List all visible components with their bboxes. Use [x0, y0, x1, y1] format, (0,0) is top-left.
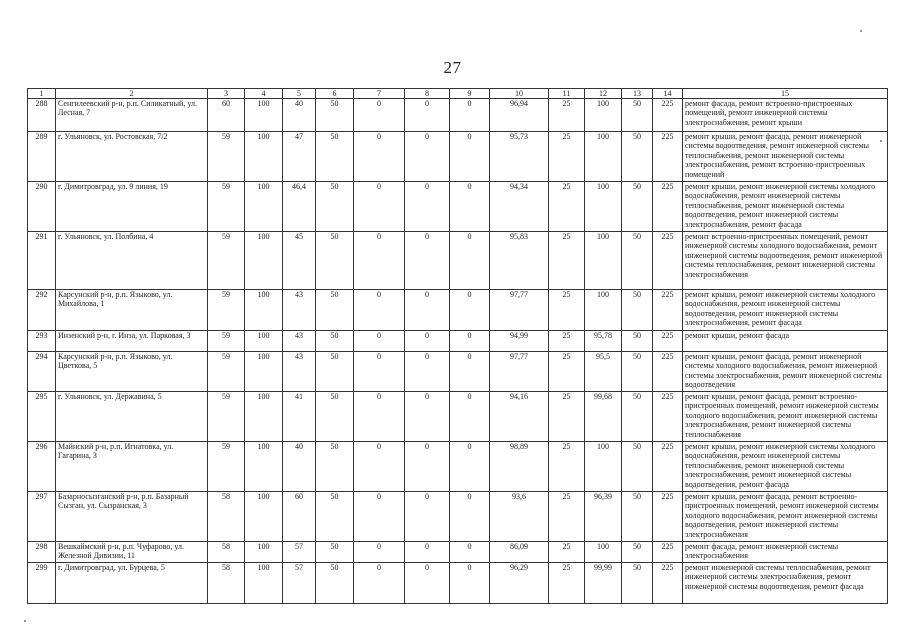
header-col-3: 3: [208, 89, 245, 99]
cell-col-11: 25: [549, 132, 585, 182]
cell-col-3: 59: [208, 290, 245, 331]
cell-col-12: 100: [585, 442, 622, 492]
scan-speck: [24, 620, 26, 622]
cell-col-11: 25: [549, 492, 585, 542]
cell-col-7: 0: [354, 392, 405, 442]
cell-col-8: 0: [405, 492, 450, 542]
row-number: 294: [28, 352, 56, 392]
cell-col-7: 0: [354, 442, 405, 492]
cell-col-6: 50: [316, 132, 354, 182]
cell-col-6: 50: [316, 331, 354, 352]
header-col-13: 13: [622, 89, 653, 99]
cell-col-7: 0: [354, 232, 405, 290]
cell-col-9: 0: [450, 99, 490, 132]
row-works: ремонт фасада, ремонт встроенно-пристроенных помещений, ремонт инженерной системы электроснабжения, ремонт крыши: [683, 99, 888, 132]
cell-col-14: 225: [653, 392, 683, 442]
row-works: ремонт крыши, ремонт инженерной системы холодного водоснабжения, ремонт инженерной системы теплоснабжения, ремонт инженерной системы электроснабжения, ремонт инженерной системы водоотведения, ремонт фасада: [683, 442, 888, 492]
cell-col-6: 50: [316, 392, 354, 442]
cell-col-9: 0: [450, 492, 490, 542]
cell-col-5: 40: [283, 99, 316, 132]
row-number: 295: [28, 392, 56, 442]
cell-col-5: 45: [283, 232, 316, 290]
cell-col-3: 58: [208, 492, 245, 542]
row-works: ремонт крыши, ремонт фасада, ремонт инженерной системы водоотведения, ремонт инженерной системы теплоснабжения, ремонт инженерной системы электроснабжения, ремонт встроенно-пристроенных помещений: [683, 132, 888, 182]
cell-col-7: 0: [354, 542, 405, 563]
table-row: [28, 352, 888, 392]
row-number: 297: [28, 492, 56, 542]
cell-col-13: 50: [622, 542, 653, 563]
header-col-10: 10: [490, 89, 549, 99]
cell-col-10: 98,89: [490, 442, 549, 492]
cell-col-13: 50: [622, 442, 653, 492]
cell-col-14: 225: [653, 442, 683, 492]
scan-speck: [860, 30, 862, 32]
cell-col-12: 100: [585, 290, 622, 331]
cell-col-7: 0: [354, 132, 405, 182]
row-address: г. Ульяновск, ул. Полбина, 4: [56, 232, 208, 290]
header-col-12: 12: [585, 89, 622, 99]
row-number: 288: [28, 99, 56, 132]
cell-col-11: 25: [549, 290, 585, 331]
row-number: 296: [28, 442, 56, 492]
cell-col-11: 25: [549, 442, 585, 492]
row-works: ремонт встроенно-пристроенных помещений, ремонт инженерной системы холодного водоснабжения, ремонт инженерной системы водоотведения, ремонт инженерной системы теплоснабжения, ремонт инженерной системы электроснабжения: [683, 232, 888, 290]
cell-col-13: 50: [622, 352, 653, 392]
cell-col-9: 0: [450, 232, 490, 290]
cell-col-4: 100: [245, 290, 283, 331]
cell-col-5: 57: [283, 542, 316, 563]
cell-col-10: 97,77: [490, 352, 549, 392]
cell-col-7: 0: [354, 331, 405, 352]
cell-col-12: 95,5: [585, 352, 622, 392]
cell-col-10: 96,94: [490, 99, 549, 132]
header-col-11: 11: [549, 89, 585, 99]
cell-col-12: 95,78: [585, 331, 622, 352]
cell-col-8: 0: [405, 331, 450, 352]
table-row: [28, 392, 888, 442]
cell-col-11: 25: [549, 331, 585, 352]
cell-col-12: 99,68: [585, 392, 622, 442]
cell-col-14: 225: [653, 132, 683, 182]
cell-col-9: 0: [450, 563, 490, 604]
cell-col-5: 43: [283, 352, 316, 392]
cell-col-8: 0: [405, 563, 450, 604]
cell-col-6: 50: [316, 290, 354, 331]
cell-col-3: 58: [208, 563, 245, 604]
table-row: [28, 232, 888, 290]
row-address: г. Ульяновск, ул. Державина, 5: [56, 392, 208, 442]
cell-col-4: 100: [245, 132, 283, 182]
header-col-8: 8: [405, 89, 450, 99]
cell-col-5: 47: [283, 132, 316, 182]
cell-col-3: 59: [208, 442, 245, 492]
cell-col-5: 57: [283, 563, 316, 604]
header-col-5: 5: [283, 89, 316, 99]
row-address: Инзенский р-н, г. Инза, ул. Парковая, 3: [56, 331, 208, 352]
cell-col-9: 0: [450, 542, 490, 563]
cell-col-8: 0: [405, 182, 450, 232]
cell-col-5: 43: [283, 331, 316, 352]
table-row: [28, 290, 888, 331]
cell-col-4: 100: [245, 392, 283, 442]
scan-speck: [880, 140, 882, 142]
cell-col-8: 0: [405, 542, 450, 563]
row-address: Вешкаймский р-н, р.п. Чуфарово, ул. Железной Дивизии, 11: [56, 542, 208, 563]
header-col-4: 4: [245, 89, 283, 99]
cell-col-4: 100: [245, 442, 283, 492]
cell-col-14: 225: [653, 182, 683, 232]
row-number: 289: [28, 132, 56, 182]
cell-col-12: 100: [585, 132, 622, 182]
row-number: 292: [28, 290, 56, 331]
cell-col-14: 225: [653, 563, 683, 604]
cell-col-10: 95,83: [490, 232, 549, 290]
cell-col-6: 50: [316, 442, 354, 492]
row-address: Майнский р-н, р.п. Игнатовка, ул. Гагарина, 3: [56, 442, 208, 492]
cell-col-11: 25: [549, 392, 585, 442]
cell-col-11: 25: [549, 182, 585, 232]
row-address: г. Ульяновск, ул. Ростовская, 7/2: [56, 132, 208, 182]
header-col-9: 9: [450, 89, 490, 99]
row-works: ремонт крыши, ремонт фасада, ремонт встроенно-пристроенных помещений, ремонт инженерной системы холодного водоснабжения, ремонт инженерной системы водоотведения, ремонт инженерной системы электроснабжения: [683, 492, 888, 542]
row-works: ремонт крыши, ремонт инженерной системы холодного водоснабжения, ремонт инженерной системы теплоснабжения, ремонт инженерной системы водоотведения, ремонт инженерной системы электроснабжения, ремонт фасада: [683, 182, 888, 232]
cell-col-3: 59: [208, 331, 245, 352]
row-number: 299: [28, 563, 56, 604]
cell-col-14: 225: [653, 352, 683, 392]
cell-col-10: 94,34: [490, 182, 549, 232]
cell-col-13: 50: [622, 392, 653, 442]
cell-col-13: 50: [622, 331, 653, 352]
row-address: Карсунский р-н, р.п. Языково, ул. Цветкова, 5: [56, 352, 208, 392]
row-works: ремонт инженерной системы теплоснабжения, ремонт инженерной системы электроснабжения, ремонт инженерной системы водоотведения, ремонт фасада: [683, 563, 888, 604]
cell-col-8: 0: [405, 99, 450, 132]
cell-col-4: 100: [245, 563, 283, 604]
cell-col-13: 50: [622, 132, 653, 182]
cell-col-5: 46,4: [283, 182, 316, 232]
cell-col-5: 40: [283, 442, 316, 492]
row-number: 293: [28, 331, 56, 352]
header-row: [28, 89, 888, 99]
cell-col-11: 25: [549, 542, 585, 563]
page-number: 27: [443, 58, 462, 77]
cell-col-14: 225: [653, 331, 683, 352]
cell-col-12: 100: [585, 232, 622, 290]
column-number-header: [28, 89, 888, 99]
cell-col-5: 60: [283, 492, 316, 542]
cell-col-8: 0: [405, 232, 450, 290]
cell-col-11: 25: [549, 99, 585, 132]
cell-col-7: 0: [354, 290, 405, 331]
table-row: [28, 442, 888, 492]
cell-col-10: 94,16: [490, 392, 549, 442]
row-number: 290: [28, 182, 56, 232]
cell-col-7: 0: [354, 352, 405, 392]
cell-col-3: 59: [208, 352, 245, 392]
cell-col-8: 0: [405, 392, 450, 442]
header-col-15: 15: [683, 89, 888, 99]
row-address: Карсунский р-н, р.п. Языково, ул. Михайлова, 1: [56, 290, 208, 331]
cell-col-7: 0: [354, 182, 405, 232]
row-number: 291: [28, 232, 56, 290]
cell-col-6: 50: [316, 352, 354, 392]
cell-col-8: 0: [405, 352, 450, 392]
cell-col-9: 0: [450, 442, 490, 492]
row-address: г. Димитровград, ул. Бурцева, 5: [56, 563, 208, 604]
cell-col-4: 100: [245, 352, 283, 392]
cell-col-4: 100: [245, 542, 283, 563]
row-address: Базарносызганский р-н, р.п. Базарный Сызган, ул. Сызранская, 3: [56, 492, 208, 542]
cell-col-14: 225: [653, 542, 683, 563]
row-works: ремонт фасада, ремонт инженерной системы электроснабжения: [683, 542, 888, 563]
cell-col-6: 50: [316, 563, 354, 604]
header-col-6: 6: [316, 89, 354, 99]
cell-col-14: 225: [653, 99, 683, 132]
cell-col-11: 25: [549, 352, 585, 392]
cell-col-10: 93,6: [490, 492, 549, 542]
cell-col-13: 50: [622, 290, 653, 331]
cell-col-10: 97,77: [490, 290, 549, 331]
cell-col-10: 86,09: [490, 542, 549, 563]
cell-col-6: 50: [316, 232, 354, 290]
cell-col-3: 58: [208, 542, 245, 563]
cell-col-8: 0: [405, 132, 450, 182]
header-col-7: 7: [354, 89, 405, 99]
cell-col-4: 100: [245, 99, 283, 132]
cell-col-5: 43: [283, 290, 316, 331]
cell-col-11: 25: [549, 563, 585, 604]
cell-col-10: 96,29: [490, 563, 549, 604]
cell-col-6: 50: [316, 99, 354, 132]
cell-col-12: 100: [585, 99, 622, 132]
header-col-14: 14: [653, 89, 683, 99]
cell-col-12: 96,39: [585, 492, 622, 542]
cell-col-9: 0: [450, 392, 490, 442]
row-works: ремонт крыши, ремонт фасада: [683, 331, 888, 352]
row-address: г. Димитровград, ул. 9 линия, 19: [56, 182, 208, 232]
register-table: [27, 88, 888, 604]
cell-col-8: 0: [405, 442, 450, 492]
cell-col-13: 50: [622, 232, 653, 290]
table-row: [28, 182, 888, 232]
table-row: [28, 99, 888, 132]
cell-col-7: 0: [354, 563, 405, 604]
cell-col-4: 100: [245, 232, 283, 290]
cell-col-13: 50: [622, 563, 653, 604]
cell-col-13: 50: [622, 99, 653, 132]
header-col-2: 2: [56, 89, 208, 99]
cell-col-6: 50: [316, 492, 354, 542]
cell-col-9: 0: [450, 352, 490, 392]
cell-col-4: 100: [245, 492, 283, 542]
header-col-1: 1: [28, 89, 56, 99]
cell-col-14: 225: [653, 232, 683, 290]
cell-col-7: 0: [354, 492, 405, 542]
cell-col-3: 59: [208, 182, 245, 232]
cell-col-11: 25: [549, 232, 585, 290]
table-row: [28, 132, 888, 182]
cell-col-9: 0: [450, 331, 490, 352]
cell-col-6: 50: [316, 182, 354, 232]
row-works: ремонт крыши, ремонт фасада, ремонт встроенно-пристроенных помещений, ремонт инженерной системы холодного водоснабжения, ремонт инженерной системы электроснабжения, ремонт инженерной системы теплоснабжения: [683, 392, 888, 442]
cell-col-10: 94,99: [490, 331, 549, 352]
cell-col-4: 100: [245, 182, 283, 232]
cell-col-3: 59: [208, 232, 245, 290]
cell-col-5: 41: [283, 392, 316, 442]
cell-col-13: 50: [622, 182, 653, 232]
table-row: [28, 542, 888, 563]
table-row: [28, 563, 888, 604]
cell-col-9: 0: [450, 182, 490, 232]
row-number: 298: [28, 542, 56, 563]
row-works: ремонт крыши, ремонт фасада, ремонт инженерной системы холодного водоснабжения, ремонт инженерной системы электроснабжения, ремонт инженерной системы водоотведения: [683, 352, 888, 392]
cell-col-12: 100: [585, 542, 622, 563]
cell-col-14: 225: [653, 290, 683, 331]
table-row: [28, 492, 888, 542]
cell-col-10: 95,73: [490, 132, 549, 182]
cell-col-8: 0: [405, 290, 450, 331]
cell-col-12: 99,99: [585, 563, 622, 604]
cell-col-13: 50: [622, 492, 653, 542]
cell-col-9: 0: [450, 132, 490, 182]
cell-col-9: 0: [450, 290, 490, 331]
cell-col-3: 60: [208, 99, 245, 132]
cell-col-3: 59: [208, 392, 245, 442]
cell-col-14: 225: [653, 492, 683, 542]
table-row: [28, 331, 888, 352]
cell-col-12: 100: [585, 182, 622, 232]
cell-col-7: 0: [354, 99, 405, 132]
cell-col-6: 50: [316, 542, 354, 563]
cell-col-3: 59: [208, 132, 245, 182]
cell-col-4: 100: [245, 331, 283, 352]
row-address: Сенгилеевский р-н, р.п. Силикатный, ул. Лесная, 7: [56, 99, 208, 132]
row-works: ремонт крыши, ремонт инженерной системы холодного водоснабжения, ремонт инженерной системы водоотведения, ремонт инженерной системы электроснабжения, ремонт фасада: [683, 290, 888, 331]
